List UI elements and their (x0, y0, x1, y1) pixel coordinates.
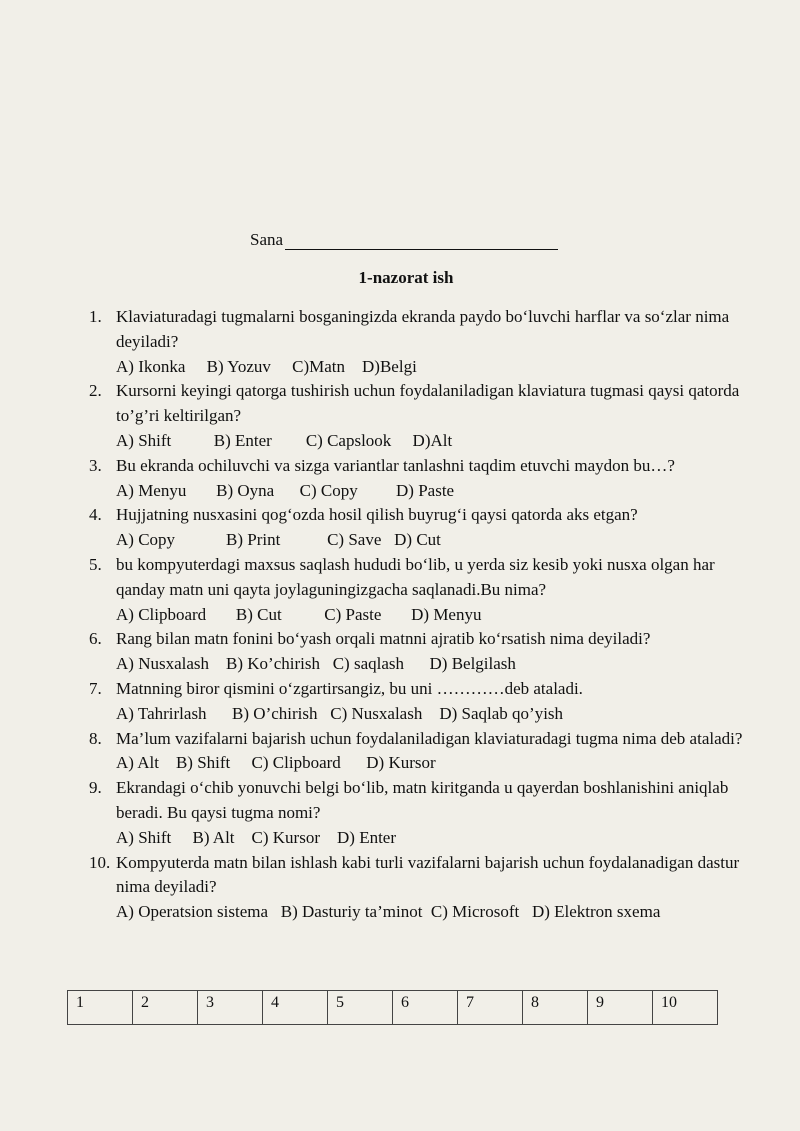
question-options: A) Ikonka B) Yozuv C)Matn D)Belgi (116, 356, 417, 376)
answer-cell: 2 (133, 991, 198, 1025)
answer-cell: 8 (523, 991, 588, 1025)
question-item (0, 553, 800, 627)
answer-cell: 9 (588, 991, 653, 1025)
question-text: Rang bilan matn fonini bo‘yash orqali matnni ajratib ko‘rsatish nima deyiladi? (116, 629, 651, 649)
date-label: Sana (250, 230, 284, 249)
answer-cell: 1 (68, 991, 133, 1025)
question-list (0, 305, 800, 925)
date-field (250, 230, 558, 250)
question-options: A) Menyu B) Oyna C) Copy D) Paste (116, 480, 455, 500)
question-text: bu kompyuterdagi maxsus saqlash hududi bo‘lib, u yerda siz kesib yoki nusxa olgan har qanday matn uni qayta joylaguningizgacha saqlanadi.Bu nima? (116, 554, 715, 599)
question-options: A) Copy B) Print C) Save D) Cut (116, 530, 441, 550)
question-text: Kursorni keyingi qatorga tushirish uchun foydalaniladigan klaviatura tugmasi qaysi qatorda to’g’ri keltirilgan? (116, 381, 740, 426)
question-item (0, 305, 800, 379)
question-options: A) Alt B) Shift C) Clipboard D) Kursor (116, 753, 436, 773)
question-options: A) Clipboard B) Cut C) Paste D) Menyu (116, 604, 482, 624)
answer-cell: 10 (653, 991, 718, 1025)
question-item (0, 627, 800, 677)
question-number: 10. (89, 852, 111, 872)
question-text: Ma’lum vazifalarni bajarish uchun foydalaniladigan klaviaturadagi tugma nima deb ataladi? (116, 728, 743, 748)
question-item (0, 776, 800, 850)
question-text: Kompyuterda matn bilan ishlash kabi turli vazifalarni bajarish uchun foydalanadigan dastur nima deyiladi? (116, 852, 740, 897)
question-text: Matnning biror qismini o‘zgartirsangiz, bu uni …………deb ataladi. (116, 678, 583, 698)
answer-cell: 4 (263, 991, 328, 1025)
question-item (0, 727, 800, 777)
question-number: 6. (89, 629, 102, 649)
answer-table-row (68, 991, 718, 1025)
question-number: 9. (89, 778, 102, 798)
question-number: 8. (89, 728, 102, 748)
question-text: Klaviaturadagi tugmalarni bosganingizda ekranda paydo bo‘luvchi harflar va so‘zlar nima deyiladi? (116, 307, 730, 351)
question-options: A) Shift B) Alt C) Kursor D) Enter (116, 827, 397, 847)
date-underline (285, 233, 558, 250)
question-number: 4. (89, 505, 102, 525)
question-item (0, 677, 800, 727)
page-title: 1-nazorat ish (358, 268, 454, 287)
question-number: 1. (89, 307, 102, 326)
question-item (0, 454, 800, 504)
answer-table (67, 990, 718, 1025)
question-number: 7. (89, 678, 102, 698)
question-options: A) Shift B) Enter C) Capslook D)Alt (116, 430, 453, 450)
answer-cell: 6 (393, 991, 458, 1025)
question-number: 5. (89, 554, 102, 574)
question-number: 3. (89, 455, 102, 475)
question-text: Hujjatning nusxasini qog‘ozda hosil qilish buyrug‘i qaysi qatorda aks etgan? (116, 505, 638, 525)
question-options: A) Nusxalash B) Ko’chirish C) saqlash D) Belgilash (116, 654, 516, 674)
question-item (0, 851, 800, 925)
answer-cell: 7 (458, 991, 523, 1025)
question-options: A) Operatsion sistema B) Dasturiy ta’minot C) Microsoft D) Elektron sxema (116, 902, 661, 922)
question-item (0, 503, 800, 553)
answer-cell: 5 (328, 991, 393, 1025)
question-item (0, 379, 800, 453)
question-options: A) Tahrirlash B) O’chirish C) Nusxalash D) Saqlab qo’yish (116, 703, 564, 723)
question-text: Ekrandagi o‘chib yonuvchi belgi bo‘lib, matn kiritganda u qayerdan boshlanishini aniqlab beradi. Bu qaysi tugma nomi? (116, 778, 729, 822)
question-number: 2. (89, 381, 102, 401)
question-text: Bu ekranda ochiluvchi va sizga variantlar tanlashni taqdim etuvchi maydon bu…? (116, 455, 675, 475)
answer-cell: 3 (198, 991, 263, 1025)
